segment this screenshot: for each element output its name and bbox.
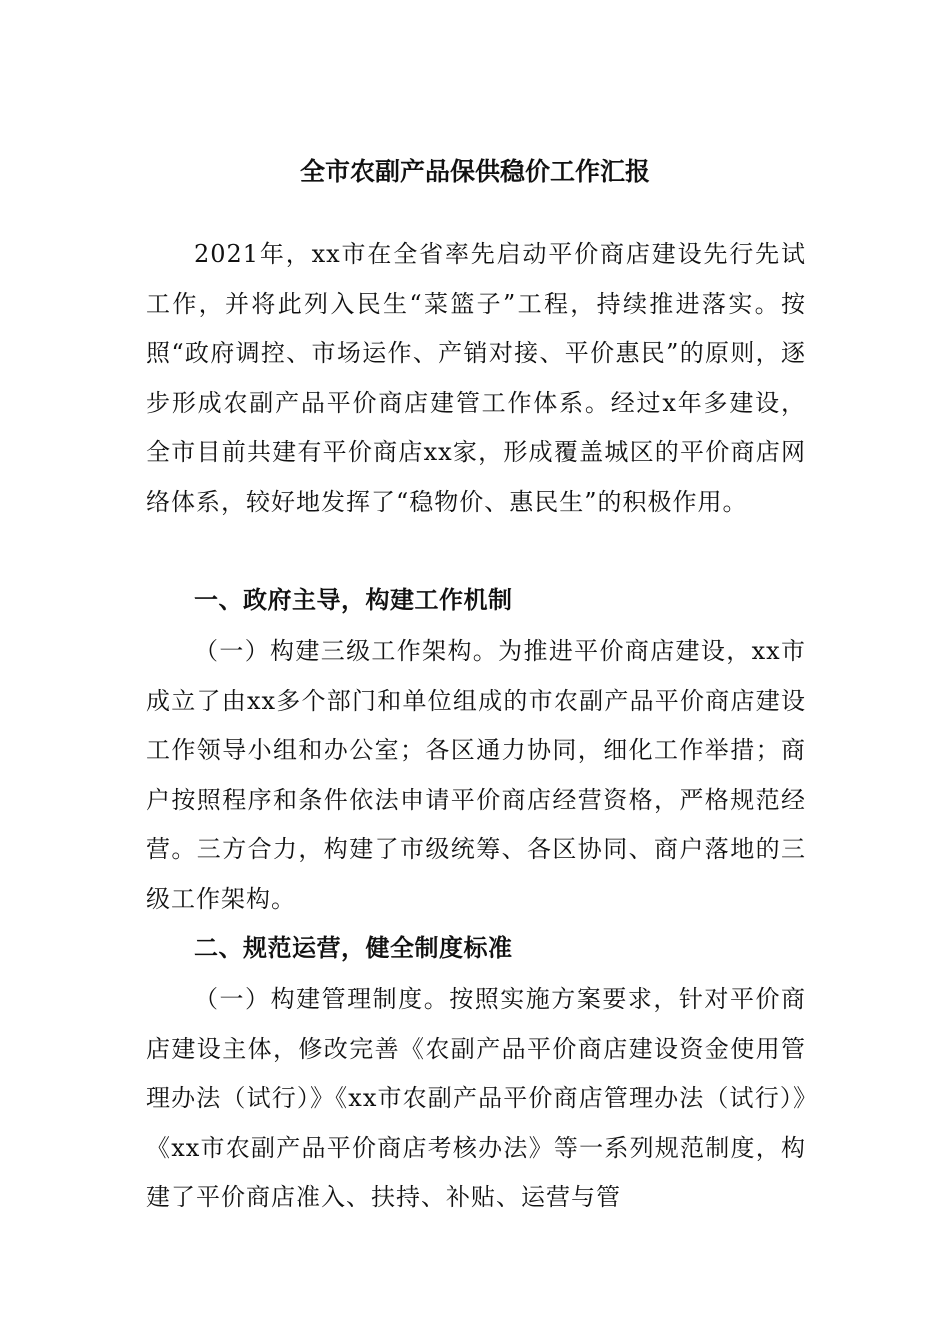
section-2-paragraph: （一）构建管理制度。按照实施方案要求，针对平价商店建设主体，修改完善《农副产品平价商店建设资金使用管理办法（试行）》《xx市农副产品平价商店管理办法（试行）》《xx市农副产品平价商店考核办法》等一系列规范制度，构建了平价商店准入、扶持、补贴、运营与管	[146, 985, 806, 1211]
section-1-paragraph: （一）构建三级工作架构。为推进平价商店建设，xx市成立了由xx多个部门和单位组成的市农副产品平价商店建设工作领导小组和办公室；各区通力协同，细化工作举措；商户按照程序和条件依法申请平价商店经营资格，严格规范经营。三方合力，构建了市级统筹、各区协同、商户落地的三级工作架构。	[146, 637, 806, 913]
section-heading-1: 一、政府主导，构建工作机制	[194, 585, 513, 614]
intro-paragraph: 2021年，xx市在全省率先启动平价商店建设先行先试工作，并将此列入民生“菜篮子”工程，持续推进落实。按照“政府调控、市场运作、产销对接、平价惠民”的原则，逐步形成农副产品平价商店建管工作体系。经过x年多建设，全市目前共建有平价商店xx家，形成覆盖城区的平价商店网络体系，较好地发挥了“稳物价、惠民生”的积极作用。	[146, 240, 806, 516]
section-heading-2: 二、规范运营，健全制度标准	[194, 933, 513, 962]
document-title: 全市农副产品保供稳价工作汇报	[299, 157, 650, 186]
